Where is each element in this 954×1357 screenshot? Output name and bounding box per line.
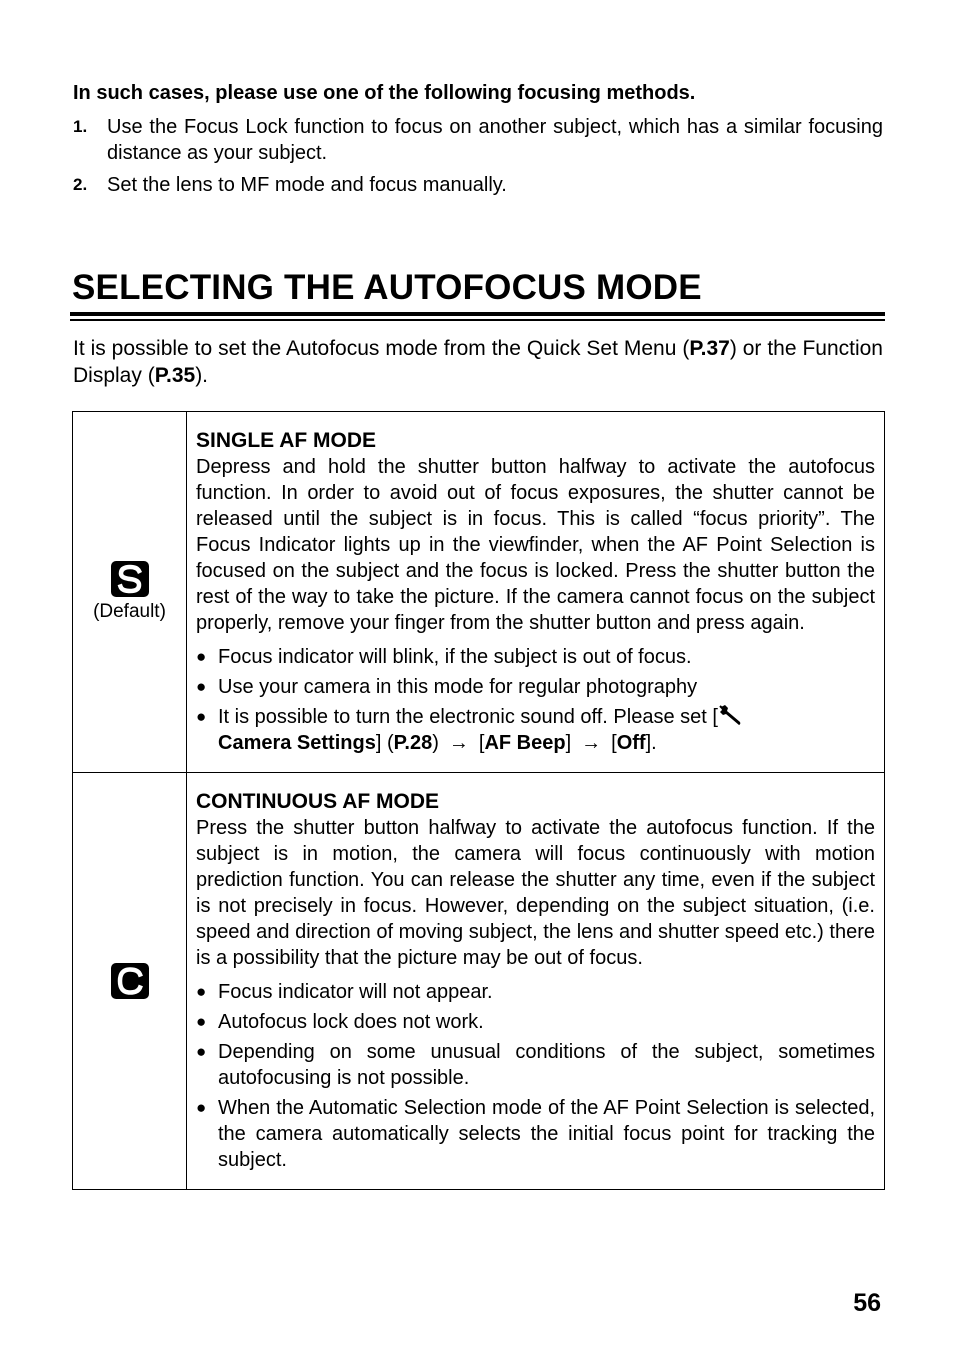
- mode-text-cell: [187, 412, 884, 772]
- focusing-methods-list: [73, 114, 883, 204]
- sound-text: ): [432, 732, 439, 754]
- list-item: [196, 979, 875, 1005]
- bullet-text: [218, 704, 875, 756]
- section-title: SELECTING THE AUTOFOCUS MODE: [72, 268, 702, 307]
- list-item: [73, 114, 883, 166]
- step-number: 2.: [73, 175, 88, 194]
- single-af-mode-row: [73, 412, 884, 773]
- bullet-text: Use your camera in this mode for regular photography: [218, 676, 698, 698]
- bullet-list: [196, 979, 875, 1173]
- title-rule-thin: [70, 319, 885, 321]
- sound-text: It is possible to turn the electronic sound off. Please set [: [218, 706, 718, 728]
- s-mode-icon: [111, 561, 149, 597]
- lead-text: ).: [195, 364, 209, 387]
- list-item: [196, 644, 875, 670]
- title-rule-thick: [70, 312, 885, 316]
- mode-description: Press the shutter button halfway to activate the autofocus function. If the subject is in motion, the camera will focus continuously with motion prediction function. You can release the shutter any time, even if the subject is not precisely in focus. However, depending on the subject situation, (i.e. speed and direction of moving subject, the lens and shutter speed etc.) there is a possibility that the picture may be out of focus.: [196, 817, 875, 969]
- arrow-right-icon: →: [448, 732, 469, 754]
- bullet-text: Focus indicator will blink, if the subject is out of focus.: [218, 646, 692, 668]
- page-reference: P.37: [689, 337, 730, 360]
- bullet-list: [196, 644, 875, 756]
- list-item: [196, 674, 875, 700]
- wrench-icon: [718, 706, 744, 728]
- step-text: Use the Focus Lock function to focus on another subject, which has a similar focusing distance as your subject.: [107, 116, 883, 164]
- bullet-icon: ●: [196, 1012, 207, 1031]
- bullet-icon: ●: [196, 982, 207, 1001]
- bullet-text: When the Automatic Selection mode of the AF Point Selection is selected, the camera automatically selects the initial focus point for tracking the subject.: [218, 1097, 875, 1171]
- bullet-icon: ●: [196, 707, 207, 726]
- bracket-text: [: [478, 732, 485, 754]
- page-reference: P.28: [393, 732, 433, 754]
- c-mode-icon: [111, 963, 149, 999]
- mode-icon-cell: [73, 773, 187, 1189]
- bracket-text: ].: [645, 732, 657, 754]
- mode-title: SINGLE AF MODE: [196, 429, 377, 452]
- continuous-af-mode-row: [73, 773, 884, 1189]
- bullet-text: Autofocus lock does not work.: [218, 1011, 484, 1033]
- af-beep-label: AF Beep: [484, 732, 566, 754]
- step-text: Set the lens to MF mode and focus manually.: [107, 174, 507, 196]
- list-item: [196, 1039, 875, 1091]
- step-number: 1.: [73, 117, 88, 136]
- mode-description: Depress and hold the shutter button halfway to activate the autofocus function. In order to avoid out of focus exposures, the shutter cannot be released until the subject is in focus. This is called “focus priority”. The Focus Indicator lights up in the viewfinder, when the AF Point Selection is focused on the subject and the focus is locked. Press the shutter button the rest of the way to take the picture. If the camera cannot focus on the subject properly, remove your finger from the shutter button and press again.: [196, 456, 875, 634]
- arrow-right-icon: →: [581, 732, 602, 754]
- bullet-text: Depending on some unusual conditions of the subject, sometimes autofocusing is not possible.: [218, 1041, 875, 1089]
- bullet-icon: ●: [196, 677, 207, 696]
- lead-text: It is possible to set the Autofocus mode from the Quick Set Menu (: [73, 337, 690, 360]
- section-lead-paragraph: [73, 335, 883, 389]
- mode-icon-cell: [73, 412, 187, 772]
- page-reference: P.35: [154, 364, 196, 387]
- list-item: [196, 704, 875, 756]
- bullet-icon: ●: [196, 1098, 207, 1117]
- mode-title: CONTINUOUS AF MODE: [196, 790, 440, 813]
- page-number: 56: [853, 1289, 881, 1317]
- off-label: Off: [616, 732, 646, 754]
- bullet-icon: ●: [196, 1042, 207, 1061]
- list-item: [196, 1095, 875, 1173]
- mode-text-cell: [187, 773, 884, 1189]
- intro-heading: In such cases, please use one of the following focusing methods.: [73, 82, 696, 104]
- bracket-text: [: [611, 732, 617, 754]
- bullet-icon: ●: [196, 647, 207, 666]
- list-item: [73, 172, 883, 198]
- lead-text: ) or the Function Display (: [73, 337, 883, 387]
- autofocus-mode-table: [72, 411, 885, 1190]
- default-caption: (Default): [93, 601, 166, 622]
- sound-text: ] (: [375, 732, 394, 754]
- list-item: [196, 1009, 875, 1035]
- bracket-text: ]: [565, 732, 572, 754]
- bullet-text: Focus indicator will not appear.: [218, 981, 493, 1003]
- camera-settings-label: Camera Settings: [218, 732, 376, 754]
